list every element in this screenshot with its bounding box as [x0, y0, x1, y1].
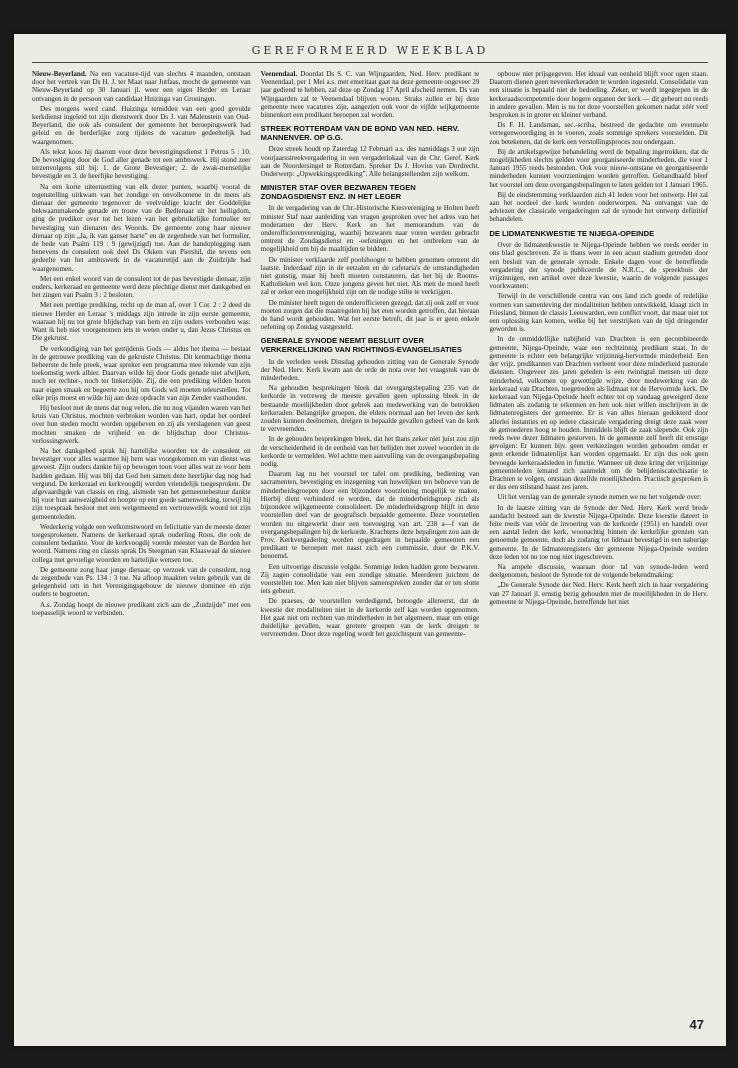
- article-heading: GENERALE SYNODE NEEMT BESLUIT OVER VERKERKELIJKING VAN RICHTINGS-EVANGELISATIES: [260, 336, 462, 355]
- article-heading: DE LIDMATENKWESTIE TE NIJEGA-OPEINDE: [489, 228, 655, 238]
- paragraph: In de verleden week Dinsdag gehouden zitting van de Generale Synode der Ned. Herv. Kerk kwam aan de orde de nota over het vraagstuk van de minderheden.: [260, 357, 480, 383]
- paragraph: opbouw niet prijsgegeven. Het ideaal van eenheid blijft voor ogen staan. Daarom dienen geen nevenkerkeraden te worden ingesteld. Consolidatie van een situatie is bepaald niet de bedoeling. Zeker, er wordt ingegrepen in de kerkeraadscompetentie door hogere organen der kerk — dit gebeurt nu reeds in andere gevallen. Men is nu tot deze voorstellen gekomen nadat zéér veel besproken is in groter en kleiner verband.: [489, 70, 709, 120]
- paragraph: In de laatste zitting van de Synode der Ned. Herv. Kerk werd brede aandacht besteed aan de kwestie Nijega-Opeinde. Deze kwestie dateert in feite reeds van vóór de invoering van de kerkorde (1951) en handelt over een aantal leden der kerk, woonachtig binnen de kerkelijke grenzen van genoemde gemeente, doch als zodanig tot lidmaat bevestigd in een naburige gemeente. In de lidmatenregisters der gemeente Nijega-Opeinde werden deze leden tot nu toe nog niet ingeschreven.: [489, 503, 709, 561]
- paragraph: De verkondiging van het gettijdenis Gods — aldus het thema — bestaat in de getrouwe prediking van de gekruiste Christus. Dit kenmachtige thema beheerste de hele preek, waar spreker een programma mee tekende van zijn toekomstig werk alhier. Daarvan wilde hij door Gods genade niet afwijken, noch ter rechter-, noch ter linkerzijde. Zij, die een prediking wilden horen naar eigen smaak en begeerte zou hij om Gods wil moeten teleurstellen. Tot elke prijs moest en wilde hij aan deze opdracht van zijn Zender vasthouden.: [32, 344, 251, 402]
- paragraph-text: Doordat Ds S. C. van Wijngaarden, Ned. Herv. predikant te Veenendaal, per 1 Mei a.s. met emeritaat gaat na deze gemeente ongeveer 29 jaar gediend te hebben, zal deze op Zondag 17 April afscheid nemen. Ds van Wijngaarden zal te Veenendaal blijven wonen. Straks zullen er bij deze gemeente twee vacatures zijn, aangezien ook voor de vijfde wijkgemeente binnenkort een predikant beroepen zal worden.: [260, 70, 480, 120]
- masthead-rule: [32, 62, 708, 63]
- paragraph: In de gehouden besprekingen bleek, dat het thans zeker niet juist zou zijn de verscheidenheid in de eenheid van het belijden met zoveel woorden in de kerkorde te vermelden. Wel achtte men aanvulling van de overgangsbepaling nodig.: [260, 435, 480, 469]
- paragraph: Met een prettige prediking, recht op de man af, over 1 Cor. 2 : 2 deed de nieuwe Herder en Leraar 's middags zijn intrede in zijn eerste gemeente, waaraan hij nu tot grote blijdschap van hem en zijn ouders verbonden was: Want ik heb niet voorgenomen iets te weten onder u, dan Jezus Christus en Die gekruist.: [32, 301, 251, 343]
- paragraph: In de onmiddellijke nabijheid van Drachten is een gecombineerde gemeente, Nijega-Opeinde, waar een rechtzinnig predikant staat. In de gemeente is echter een belangrijke vrijzinnig-hervormde minderheid. Een der vrijz. predikanten van Drachten verleent voor deze minderheid pastorale diensten. Ongeveer zes jaren geleden is een twintigtal mensen uit deze minderheid, volkomen op gewettigde wijze, door medewerking van de kerkeraad van Drachten, toegetreden als lidmaat tot de Hervormde kerk. De kerkeraad van Nijega-Opeinde heeft echter tot op vandaag geweigerd deze lidmaten als zodanig te erkennen en hen ook niet willen inschrijven in de lidmatenregisters der gemeente. Er is van alles hieraan gedokterd door allerlei instanties en op iedere classicale vergadering dreigt deze zaak weer de gemoederen hoog te houden. Inmiddels blijft de zaak slepende. Ook zijn reeds twee dezer lidmaten gestorven. In de gemeente zelf heeft dit ernstige gevolgen: Er kunnen bijv. geen verkiezingen worden gehouden omdat er geen erkende lidmatenlijst kan worden opgemaakt. Er zijn dus ook geen bevoegde kerkeraadsleden in functie. Wanneer uit deze kring der vrijzinnige gemeenteleden iemand zich aanmeldt om de belijdeniscatechisatie te Drachten te volgen, ontstaan dezelfde moeilijkheden. Practisch gesproken is er dus een stilstand haast zes jaren.: [489, 335, 709, 492]
- paragraph-text: Na een vacature-tijd van slechts 4 maanden, ontstaan door het vertrek van Ds H. J. ter Maat naar Jutfaas, mocht de gemeente van Nieuw-Beyerland op 30 Januari jl. weer een eigen Herder en Leraar ontvangen in de persoon van candidaat Huizinga van Groningen.: [32, 70, 251, 103]
- paragraph: Na een korte uiteenzetting van elk dezer punten, waarbij vooral de tegenstelling uitkwam van het zondige en onvolkomene in de mens als dienaar der gemeente tegenover de veelvuldige kracht der Goddelijke bekwaammakende genade en trouw van de Bedienaar uit het heiligdom, ging de prediker over tot het lezen van het gebruikelijke formulier ter bevestiging van dienaren des Woords. De gemeente zong haar nieuwe dienaar op zijn „Ja, ik van ganser harte” en de zegenbede van het formulier, de bede van Psalm 119 : 9 (gewijzigd) toe. Aan de handoplegging nam benevens de consulent ook deel Ds Okken van Piershil, die tevens een gedeelte van het ambtswerk in de vacaturetijd aan de Zuidzijde had waargenomen.: [32, 182, 251, 273]
- column-3: [489, 70, 708, 1006]
- paragraph: Hij besloot met de mens dat nog velen, die nu nog vijanden waren van het kruis van Christus, mochten verbroken worden van hart, opdat het oordeel over hun steden mocht worden opgeheven en zij als verslagenen van geest mochten smaken de vrijheid en de blijdschap door Christus- verlossingswerk.: [32, 403, 251, 445]
- paragraph: Met een enkel woord van de consulent tot de pas bevestigde dienaar, zijn ouders, kerkeraad en gemeente werd deze plechtige dienst met dankgebed en het zingen van Psalm 3 : 2 besloten.: [32, 274, 251, 300]
- paragraph: Wederkerig volgde een welkomstwoord en felicitatie van de meeste dezer toegesprokenen. Namens de kerkeraad sprak ouderling Roos, die ook de consulent bedankte. Voor de kerkvoogdij voerde meester van de Borden het woord. Namens ring en classis sprak Ds Steegman van Klaaswaal de nieuwe collega met gevoelige woorden en hartelijke wensen toe.: [32, 522, 251, 564]
- paragraph-lead: [261, 70, 480, 119]
- article-heading: MINISTER STAF OVER BEZWAREN TEGEN ZONDAGSDIENST ENZ. IN HET LEGER: [260, 183, 416, 201]
- newspaper-page: [14, 34, 726, 1046]
- paragraph: De praeses, de voorstellen verdedigend, betoogde allereerst, dat de kwestie der modaliteiten niet in de kerkorde zelf kan worden opgenomen. Het gaat niet om rechten van minderheden in het algemeen, maar om enige duidelijke gevallen, waar grotere groepen van de kerk dreigen te vervreemden. Door deze regeling wordt het gezichtspunt van gemeente-: [260, 597, 480, 639]
- place-name: Nieuw-Beyerland.: [32, 70, 87, 78]
- paragraph: Ds F. H. Landsman, sec.-scriba, bestreed de gedachte om eventuele vertegenwoordiging in te voeren, zoals sommige sprekers voorstelden. Dit zou betekenen, dat de kerk een verstollingsproces zou ondergaan.: [489, 121, 709, 146]
- paragraph: Als tekst koos hij daarom voor deze bevestigingsdienst 1 Petrus 5 : 10. De bevestiging door de God aller genade tot een ambtswerk. Hij stond zeer terzenvolgens stil bij: 1. de Grote Bevestiger; 2. de zwak-menselijke bevestigde en 3. de heerlijke bevestiging.: [32, 147, 251, 181]
- paragraph: Na ampele discussie, waaraan door tal van synode-leden werd deelgenomen, besloot de Synode tot de volgende bekendmaking:: [489, 562, 709, 580]
- paragraph: Bij de eindstemming verklaarden zich 41 leden voor het ontwerp. Het zal aan het oordeel der kerk worden onderworpen. Na ontvangst van de adviezen der classicale vergaderingen zal de synode het ontwerp definitief behandelen.: [489, 190, 709, 224]
- paragraph: In de vergadering van de Chr.-Historische Kiesvereniging te Holten heeft minister Staf naar aanleiding van vragen gesproken over het adres van het moderamen der Herv. Kerk en het memorandum van de onderofficierenvereniging, waarbij bezwaren naar voren werden gebracht omtrent de Zondagsdienst en -oefeningen en het ontbreken van de mogelijkheid om bij de maaltijden te bidden.: [260, 204, 480, 254]
- paragraph: De minister heeft tegen de onderofficieren gezegd, dat zij ook zelf er voor moeten zorgen dat die maatregelen bij het eten worden getroffen, dat hieraan de hand wordt gehouden. Wat het eerste betreft, dit jaar is er geen enkele oefening op Zondag vastgesteld.: [260, 298, 480, 332]
- paragraph-lead: [32, 70, 251, 103]
- column-1: [32, 70, 251, 1006]
- place-name: Veenendaal.: [260, 70, 298, 78]
- paragraph: Des morgens werd cand. Huizinga temidden van een goed gevulde kerkdienst ingeleid tot zijn dienstwerk door Ds J. van Malenstein van Oud-Beyerland, die ook als consulent der gemeente het beroepingswerk had geleid en de herderlijke zorg tijdens de vacature gedeeltelijk had waargenomen.: [32, 104, 251, 146]
- paragraph: Uit het verslag van de generale synode nemen we nu het volgende over:: [497, 493, 702, 502]
- paragraph: A.s. Zondag hoopt de nieuwe predikant zich aan de „Zuidzijde” met een toepasselijk woord te verbinden.: [32, 600, 251, 617]
- article-heading: STREEK ROTTERDAM VAN DE BOND VAN NED. HERV. MANNENVER. OP G.G.: [260, 124, 460, 142]
- paragraph: Bij de artikelsgewijze behandeling werd de bepaling ingetrokken, dat de mogelijkheden slechts gelden voor georganiseerde minderheden, die voor 1 Januari 1955 reeds bestonden. Ook voor nieuw-ontstane en georganiseerde minderheden kunnen voorzieningen worden getroffen. Gehandhaafd bleef het voorstel om deze overgangsbepalingen te laten gelden tot 1 Januari 1965.: [489, 147, 709, 189]
- paragraph: Een uitvoerige discussie volgde. Sommige leden hadden grote bezwaren. Zij zagen consolidatie van een zondige situatie. Meerderen juichten de voorstellen toe. Men kan niet blijven samenspreken zonder dat er ten slotte iets gebeurt.: [260, 562, 480, 596]
- masthead: GEREFORMEERD WEEKBLAD: [251, 44, 489, 57]
- paragraph: Na het dankgebed sprak hij hartelijke woorden tot de consulent en bevestiger voor alles waarmee hij hem was voorgekomen en van dienst was geweest. Zijn ouders dankte hij op bewogen toon voor alles wat ze voor hem hadden gedaan. Hij was blij dat God hen samen deze heerlijke dag nog had vergund. De kerkeraad en kerkvoogdij werden vriendelijk toegesproken. De afgevaardigde van classis en ring, alsmede van het gemeentebestuur dankte hij voor hun aanwezigheid en hoopte op een goede samenwerking, terwijl hij zijn toespraak besloot met een welgemeend en vertrouwelijk woord tot zijn gemeenteleden.: [32, 446, 251, 521]
- paragraph: De gemeente zong haar jonge dienaar, op verzoek van de consulent, nog de zegenbede van Ps. 134 : 3 toe. Na afloop maakten velen gebruik van de gelegenheid om in het Verenigingsgebouw de nieuwe dominee en zijn ouders te begroeten.: [32, 565, 251, 599]
- paragraph: Na gehouden besprekingen bleek dat overgangsbepaling 235 van de kerkorde in verreweg de meeste gevallen geen oplossing bleek in de bestaande moeilijkheden door gebrek aan medewerking van de betrokken kerkeraden. Belangrijke groepen, die elders normaal aan het leven der kerk zouden kunnen deelnemen, dreigen in bepaalde gevallen geheel van de kerk te vervreemden.: [260, 384, 480, 434]
- paragraph: De minister verklaarde zelf poolshoogte te hebben genomen omtrent dit laatste. Inderdaad zijn in de eetzalen en de cafetaria's de omstandigheden niet gunstig, maar hij heeft moeten constateren, dat het bij de Rooms-Katholieken wel kon. Onze jongens geven het niet. Als men de moed heeft zal er zeker een mogelijkheid zijn om de nodige stilte te verkrijgen.: [260, 255, 480, 297]
- paragraph: „De Generale Synode der Ned. Herv. Kerk heeft zich in haar vergadering van 27 Januari jl. ernstig bezig gehouden met de moeilijkheden in de Herv. gemeente te Nijega-Opeinde, betreffende het niet: [489, 581, 709, 606]
- paragraph: Terwijl in de verschillende centra van ons land zich goede of redelijke vormen van samenleving der modaliteiten hebben ontwikkeld, klaagt zich in Friesland, binnen de classis Leeuwarden, een conflict voort, dat maar niet tot een oplossing kan komen, welke bij het verstrijken van de tijd dringender geworden is.: [489, 292, 709, 334]
- page-number: 47: [689, 1017, 704, 1032]
- paragraph: Over de lidmatenkwestie te Nijega-Opeinde hebben we reeds eerder in ons blad geschreven. Ze is thans weer in een acuut stadium getreden door een besluit van de generale synode. Enkele dagen voor de betreffende vergadering der synode publiceerde de N.R.C., de spreekbuis der vrijzinnigen, een artikel over deze kwestie, waarin de volgende passages voorkwamen:: [489, 241, 709, 291]
- column-2: [261, 70, 480, 1006]
- paragraph: Daarom lag nu het voorstel ter tafel om prediking, bediening van sacramenten, bevestiging en inzegening van huwelijken ten behoeve van de minderheidsgroepen door een bijzondere voorziening mogelijk te maken. Hierbij dient verhinderd te worden, dat de minderheidsgroep zich als bijzondere wijkgemeente consolideert. De minderheidsgroep blijft in deze voorstellen deel van de geografisch bepaalde gemeente. Deze voorstellen worden nu uitgewerkt door een toevoeging van art. 238 a—f van de overgangsbepalingen bij de kerkorde. Krachtens deze bepalingen zou aan de Prov. Kerkvergadering worden opgedragen in bepaalde gemeenten een predikant te beroepen met naast zich een commissie, door de P.K.V. benoemd.: [260, 470, 480, 561]
- paragraph: Deze streek houdt op Zaterdag 12 Februari a.s. des namiddags 3 uur zijn voorjaarsstreekvergadering in een vergaderlokaal van de Chr. Geref. Kerk aan de Noordersingel te Rotterdam. Spreker Ds J. Hovius van Dordrecht. Onderwerp: „Opwekkingsprediking”. Alle belangstellenden zijn welkom.: [260, 145, 480, 179]
- columns: [32, 70, 708, 1006]
